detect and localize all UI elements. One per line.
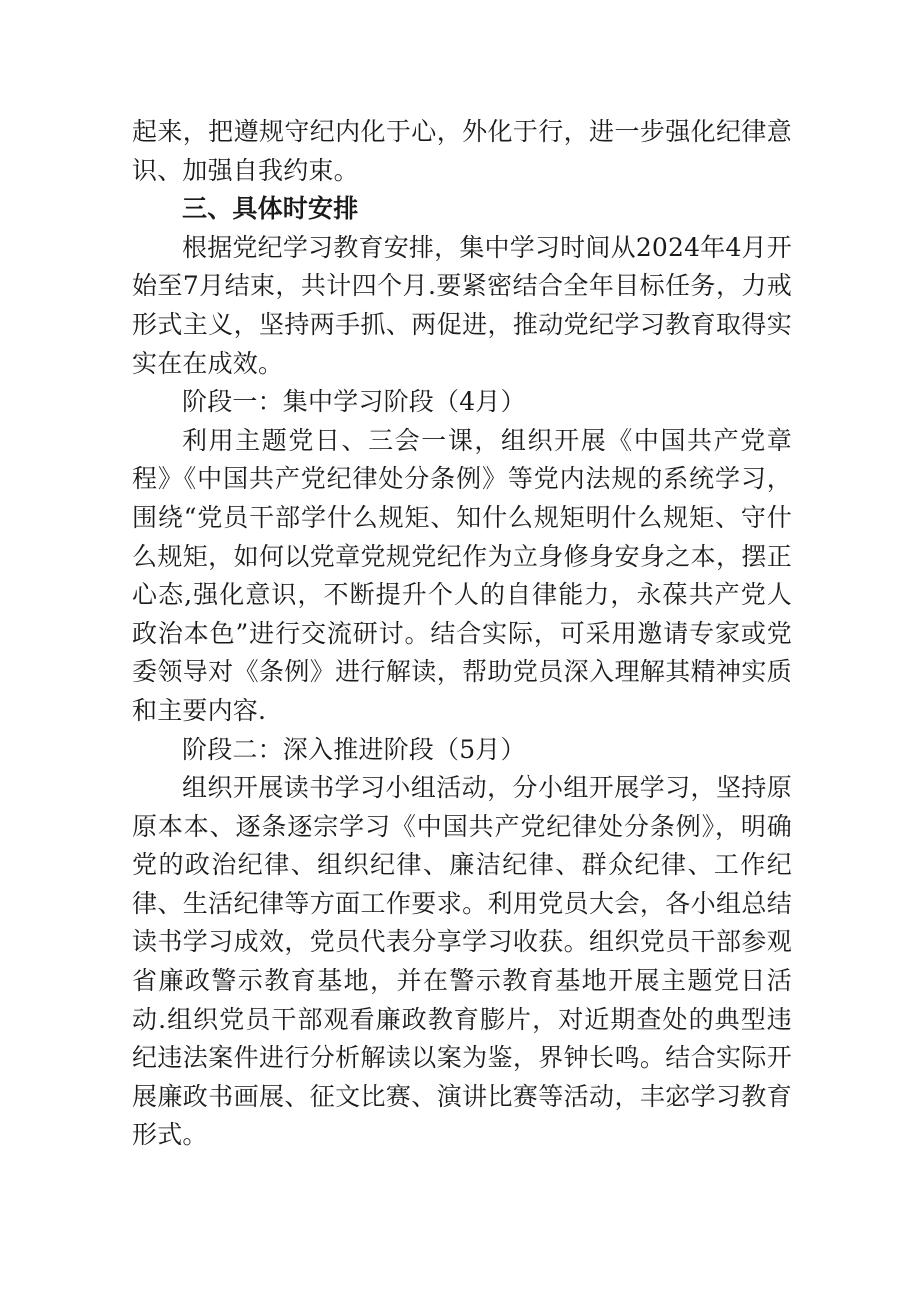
stage-two-body: 组织开展读书学习小组活动，分小组开展学习，坚持原原本本、逐条逐宗学习《中国共产党纪律处分条例》，明确党的政治纪律、组织纪律、廉洁纪律、群众纪律、工作纪律、生活纪律等方面工作要求。利用党员大会，各小组总结读书学习成效，党员代表分享学习收获。组织党员干部参观省廉政警示教育基地，并在警示教育基地开展主题党日活动.组织党员干部观看廉政教育膨片，对近期查处的典型违纪违法案件进行分析解读以案为鉴，界钟长鸣。结合实际开展廉政书画展、征文比赛、演讲比赛等活动，丰宓学习教育形式。	[132, 773, 792, 1150]
document-body	[132, 113, 792, 1155]
stage-one-body: 利用主题党日、三会一课，组织开展《中国共产党章程》《中国共产党纪律处分条例》等党内法规的系统学习，围绕“党员干部学什么规矩、知什么规矩明什么规矩、守什么规矩，如何以党章党规党纪作为立身修身安身之本，摆正心态,强化意识，不断提升个人的自律能力，永葆共产党人政治本色”进行交流研讨。结合实际，可采用邀请专家或党委领导对《条例》进行解读，帮助党员深入理解其精神实质和主要内容.	[132, 425, 792, 725]
paragraph-schedule: 根据党纪学习教育安排，集中学习时间从2024年4月开始至7月结束，共计四个月.要紧密结合全年目标任务，力戒形式主义，坚持两手抓、两促进，推动党纪学习教育取得实实在在成效。	[132, 232, 792, 378]
stage-one-title: 阶段一：集中学习阶段（4月）	[182, 387, 526, 417]
section-heading: 三、具体时安排	[182, 194, 359, 224]
paragraph-intro-continuation: 起来，把遵规守纪内化于心，外化于行，进一步强化纪律意识、加强自我约束。	[132, 117, 792, 185]
stage-two-title: 阶段二：深入推进阶段（5月）	[182, 734, 526, 764]
